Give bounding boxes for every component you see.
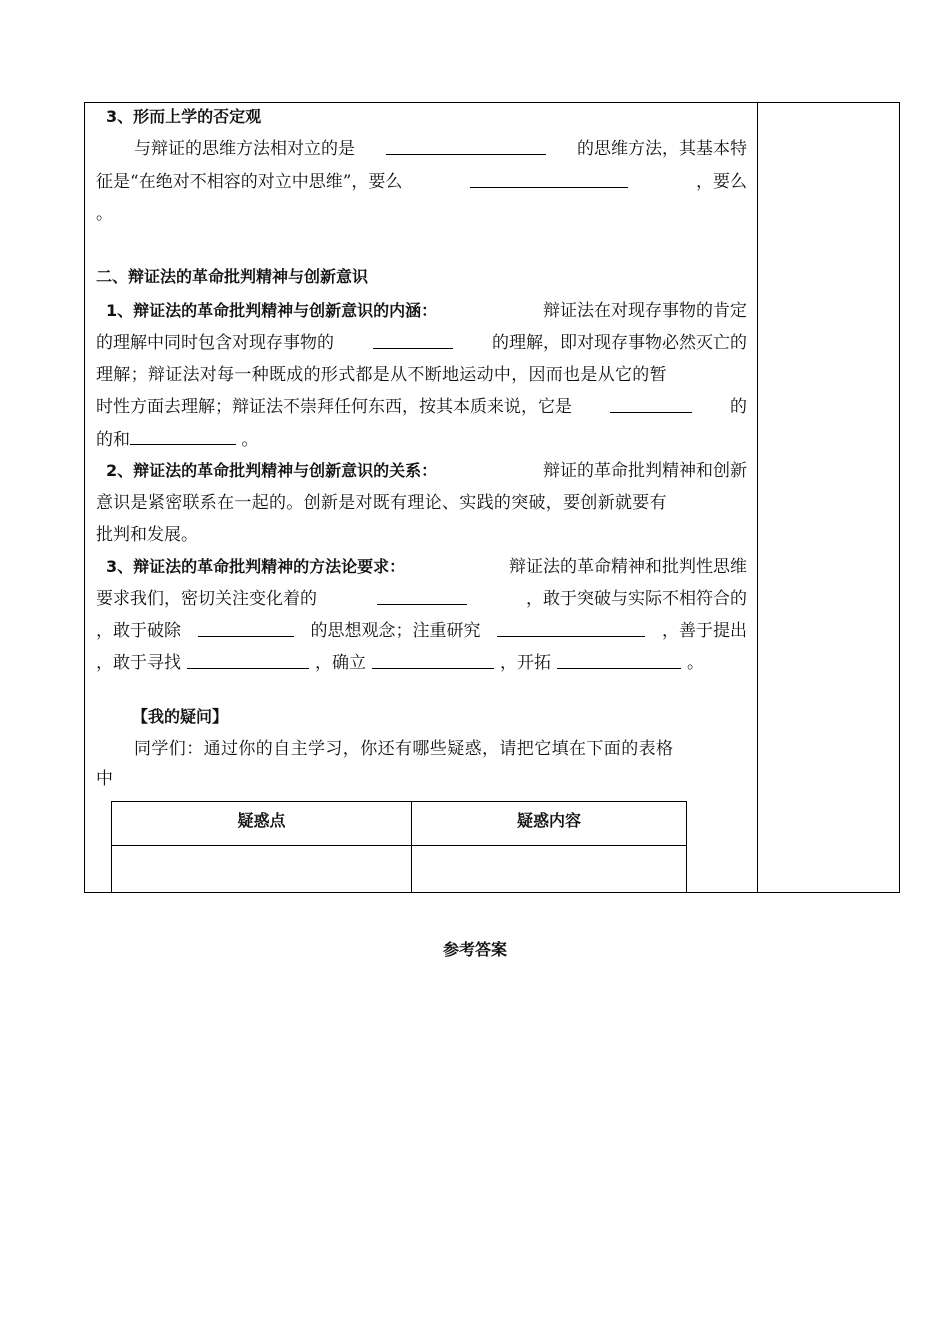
item1-text: 辩证法在对现存事物的肯定 (543, 301, 747, 321)
answers-title: 参考答案 (442, 940, 507, 959)
section3-heading: 3、形而上学的否定观 (106, 107, 262, 126)
blank-field[interactable] (470, 171, 628, 188)
item3-text: ，善于提出 (662, 621, 747, 641)
item1-line1 (106, 300, 747, 322)
item3-line3 (96, 620, 747, 642)
item2-text: 辩证的革命批判精神和创新 (543, 461, 747, 481)
item1-text: 的理解，即对现存事物必然灭亡的 (492, 333, 747, 353)
item2-text: 批判和发展。 (96, 525, 198, 545)
table-cell-content[interactable] (412, 846, 687, 893)
item1-text: 理解；辩证法对每一种既成的形式都是从不断地运动中，因而也是从它的暂 (96, 365, 667, 385)
item3-line2 (96, 588, 747, 610)
item1-line2 (96, 332, 747, 354)
blank-field[interactable] (377, 588, 467, 605)
item3-line1 (106, 556, 747, 578)
column-header-content: 疑惑内容 (412, 802, 687, 846)
blank-field[interactable] (372, 652, 494, 669)
section3-text: ，要么 (695, 172, 747, 192)
item3-text: 要求我们，密切关注变化着的 (96, 589, 317, 609)
blank-field[interactable] (610, 396, 692, 413)
section3-text: 的思维方法，其基本特 (577, 139, 747, 159)
item3-text: ，敢于突破与实际不相符合的 (526, 589, 747, 609)
item3-text: 。 (687, 653, 704, 673)
blank-field[interactable] (198, 620, 294, 637)
section3-text: 征是“在绝对不相容的对立中思维”，要么 (96, 172, 403, 192)
section3-line1 (134, 138, 747, 160)
questions-table (111, 801, 687, 893)
item3-text: ，敢于寻找 (96, 653, 181, 673)
item2-text: 意识是紧密联系在一起的。创新是对既有理论、实践的突破，要创新就要有 (96, 493, 667, 513)
item2-label: 2、辩证法的革命批判精神与创新意识的关系： (106, 461, 438, 480)
item3-text: ，开拓 (500, 653, 551, 673)
item3-line4 (96, 652, 704, 674)
section3-text: 。 (96, 204, 113, 224)
item1-text: 的理解中同时包含对现存事物的 (96, 333, 334, 353)
blank-field[interactable] (557, 652, 681, 669)
item1-text: 时性方面去理解；辩证法不崇拜任何东西，按其本质来说，它是 (96, 397, 572, 417)
part2-heading: 二、辩证法的革命批判精神与创新意识 (96, 267, 369, 286)
section3-text: 与辩证的思维方法相对立的是 (134, 139, 355, 159)
table-column-divider (757, 102, 758, 893)
item3-label: 3、辩证法的革命批判精神的方法论要求： (106, 557, 406, 576)
questions-intro: 同学们：通过你的自主学习，你还有哪些疑惑，请把它填在下面的表格 (134, 739, 674, 759)
column-header-point: 疑惑点 (112, 802, 412, 846)
item2-line1 (106, 460, 747, 482)
blank-field[interactable] (497, 620, 645, 637)
section3-line2 (96, 171, 747, 193)
item1-text: 。 (236, 430, 259, 450)
table-row (112, 846, 687, 893)
item3-text: 辩证法的革命精神和批判性思维 (509, 557, 747, 577)
questions-intro-end: 中 (96, 769, 113, 789)
item3-text: ，确立 (315, 653, 366, 673)
blank-field[interactable] (373, 332, 453, 349)
item1-line5 (96, 428, 258, 451)
item1-label: 1、辩证法的革命批判精神与创新意识的内涵： (106, 301, 438, 320)
blank-field[interactable] (187, 652, 309, 669)
questions-heading: 【我的疑问】 (132, 707, 229, 726)
item3-text: 的思想观念；注重研究 (310, 621, 481, 641)
blank-field[interactable] (130, 428, 236, 445)
item1-text: 的 (730, 397, 747, 417)
item1-text: 的和 (96, 430, 130, 450)
item1-line4 (96, 396, 747, 418)
blank-field[interactable] (386, 138, 546, 155)
table-cell-point[interactable] (112, 846, 412, 893)
item3-text: ，敢于破除 (96, 621, 181, 641)
table-header-row (112, 802, 687, 846)
